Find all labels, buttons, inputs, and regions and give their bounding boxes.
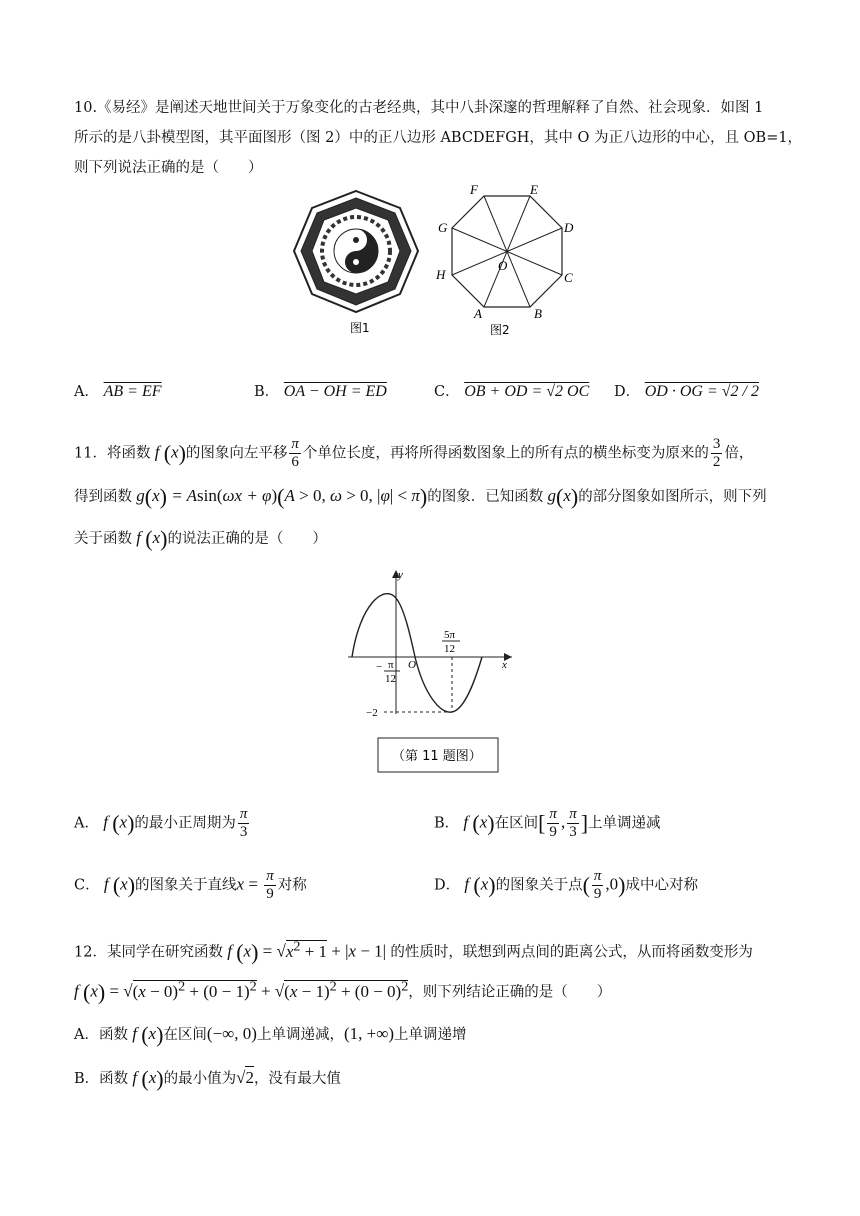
origin-label: O: [408, 659, 416, 671]
octagon-figure: [430, 182, 580, 338]
neg-two-label: −2: [366, 707, 378, 719]
q11-option-b: B． f (x)在区间[ $\frac{\pi}{9}$ , $\frac{\pi}{3}$ ]上单调递减: [434, 806, 661, 840]
q11-option-a: A． f (x)的最小正周期为 $\frac{\pi}{3}$: [74, 806, 248, 840]
five-pi-denominator: 12: [444, 643, 455, 655]
q11-option-c: C． f (x)的图象关于直线x = $\frac{\pi}{9}$ 对称: [74, 868, 307, 902]
q10-option-b: B． OA − OH = ED: [254, 383, 387, 400]
q12-option-b: B．函数 f (x)的最小值为√2，没有最大值: [74, 1066, 341, 1091]
x-axis-label: x: [502, 659, 507, 671]
q10-line2: 所示的是八卦模型图，其平面图形（图 2）中的正八边形 ABCDEFGH，其中 O 为正八边形的中心，且 OB=1，: [74, 130, 803, 146]
vertex-C: C: [564, 270, 573, 285]
sine-graph: [340, 564, 520, 784]
fig1-caption: 图1: [350, 321, 370, 335]
vertex-B: B: [534, 306, 542, 321]
q10-option-c: C． OB + OD = √2 OC: [434, 383, 590, 400]
neg-pi-denominator: 12: [385, 673, 396, 685]
fig2-caption: 图2: [490, 323, 510, 337]
neg-pi-label: π: [388, 659, 394, 671]
q11-line3: 关于函数 f (x)的说法正确的是（ ）: [74, 526, 327, 551]
vertex-H: H: [436, 267, 446, 282]
vertex-A: A: [474, 306, 482, 321]
vertex-F: F: [470, 182, 478, 197]
y-axis-label: y: [398, 569, 403, 581]
bagua-figure: [286, 186, 426, 336]
q12-line1: 12．某同学在研究函数 f $(x) = √x^2 + 1 + |x - 1|$ 的性质时，联想到两点间的距离公式，从而将函数变形为: [74, 938, 753, 965]
q11-line1: 11．将函数 f (x)的图象向左平移 $\frac{\pi}{6}$ 个单位长度，再将所得函数图象上的所有点的横坐标变为原来的 $\frac{3}{2}$ 倍，: [74, 436, 754, 470]
vertex-O: O: [498, 258, 508, 273]
vertex-D: D: [564, 220, 574, 235]
vertex-E: E: [530, 182, 538, 197]
q12-option-a: A．函数 f (x)在区间(−∞, 0)上单调递减，(1, +∞)上单调递增: [74, 1022, 467, 1047]
q12-line2: f $(x) = √(x - 0)^2 + (0 - 1)^2 + √(x - 1)^2 + (0 - 0)^2$，则下列结论正确的是（ ）: [74, 978, 612, 1005]
q10-option-d: D． OD · OG = √2 / 2: [614, 383, 759, 400]
graph-caption: （第 11 题图）: [392, 749, 482, 764]
vertex-G: G: [438, 220, 448, 235]
five-pi-label: 5π: [444, 629, 456, 641]
q11-option-d: D． f (x)的图象关于点( $\frac{\pi}{9}$ ,0)成中心对称: [434, 868, 698, 902]
q10-line3: 则下列说法正确的是（ ）: [74, 160, 263, 176]
neg-sign: −: [376, 661, 383, 673]
q11-line2: 得到函数 g(x) = Asin(ωx + φ)(A > 0, ω > 0, |φ| < π)的图象．已知函数 g(x)的部分图象如图所示，则下列: [74, 484, 767, 509]
q10-line1: 10.《易经》是阐述天地世间关于万象变化的古老经典，其中八卦深邃的哲理解释了自然、社会现象．如图 1: [74, 100, 764, 116]
q10-option-a: A． AB = EF: [74, 383, 162, 400]
